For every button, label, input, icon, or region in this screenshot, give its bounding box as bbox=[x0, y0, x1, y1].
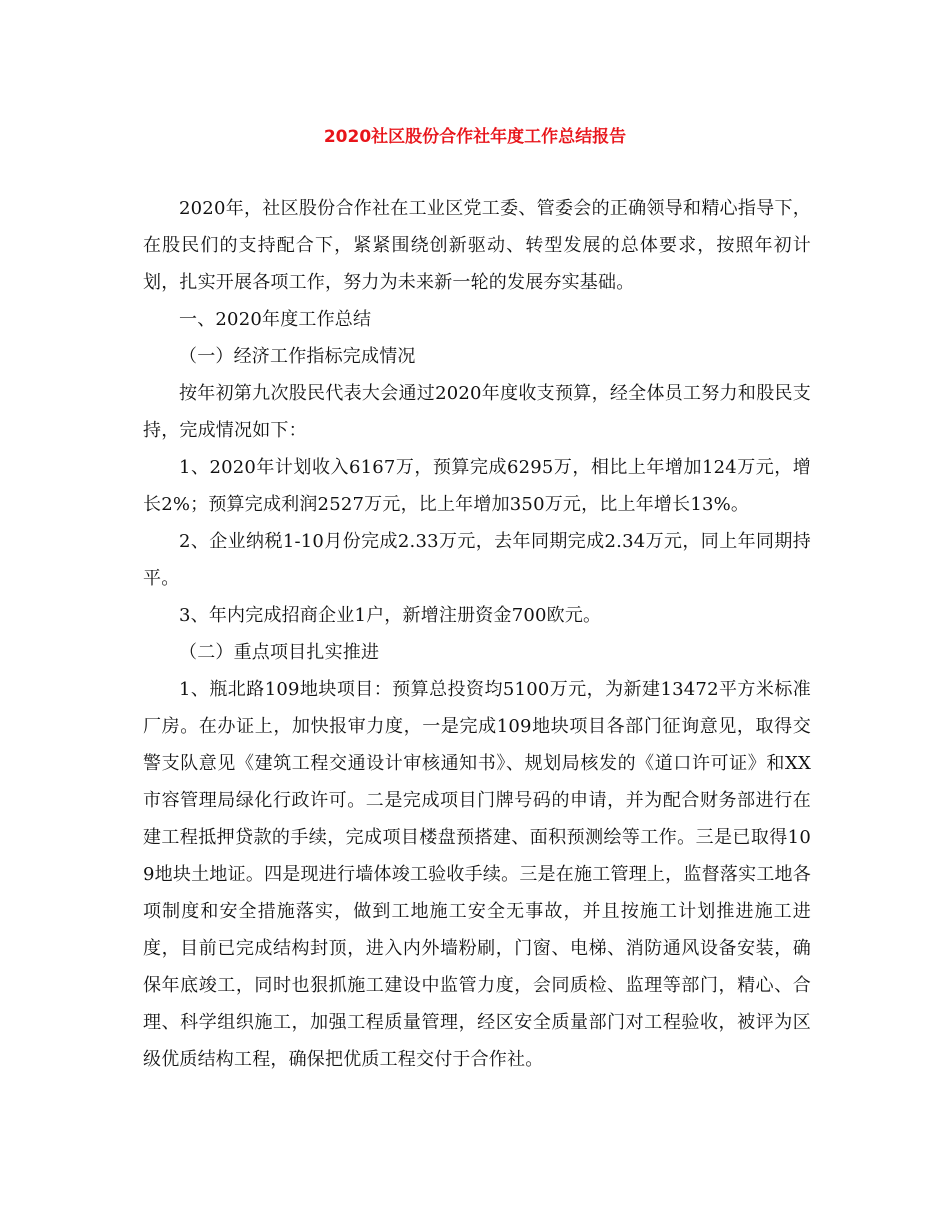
intro-paragraph: 2020年，社区股份合作社在工业区党工委、管委会的正确领导和精心指导下，在股民们的支持配合下，紧紧围绕创新驱动、转型发展的总体要求，按照年初计划，扎实开展各项工作，努力为未来新一轮的发展夯实基础。 bbox=[143, 198, 811, 293]
subsection-heading-economic: （一）经济工作指标完成情况 bbox=[179, 346, 416, 367]
budget-paragraph: 按年初第九次股民代表大会通过2020年度收支预算，经全体员工努力和股民支持，完成情况如下： bbox=[143, 383, 811, 441]
subsection-heading-projects: （二）重点项目扎实推进 bbox=[179, 642, 380, 663]
document-body bbox=[143, 190, 811, 1078]
item-tax: 2、企业纳税1-10月份完成2.33万元，去年同期完成2.34万元，同上年同期持平。 bbox=[143, 531, 811, 589]
item-income: 1、2020年计划收入6167万，预算完成6295万，相比上年增加124万元，增长2%；预算完成利润2527万元，比上年增加350万元，比上年增长13%。 bbox=[143, 457, 811, 515]
project-109-paragraph: 1、瓶北路109地块项目：预算总投资均5100万元，为新建13472平方米标准厂房。在办证上，加快报审力度，一是完成109地块项目各部门征询意见，取得交警支队意见《建筑工程交通设计审核通知书》、规划局核发的《道口许可证》和XX市容管理局绿化行政许可。二是完成项目门牌号码的申请，并为配合财务部进行在建工程抵押贷款的手续，完成项目楼盘预搭建、面积预测绘等工作。三是已取得109地块土地证。四是现进行墙体竣工验收手续。三是在施工管理上，监督落实工地各项制度和安全措施落实，做到工地施工安全无事故，并且按施工计划推进施工进度，目前已完成结构封顶，进入内外墙粉刷，门窗、电梯、消防通风设备安装，确保年底竣工，同时也狠抓施工建设中监管力度，会同质检、监理等部门，精心、合理、科学组织施工，加强工程质量管理，经区安全质量部门对工程验收，被评为区级优质结构工程，确保把优质工程交付于合作社。 bbox=[143, 679, 811, 1070]
section-heading-1: 一、2020年度工作总结 bbox=[179, 309, 372, 330]
item-investment: 3、年内完成招商企业1户，新增注册资金700欧元。 bbox=[179, 605, 602, 626]
document-title: 2020社区股份合作社年度工作总结报告 bbox=[323, 127, 627, 147]
